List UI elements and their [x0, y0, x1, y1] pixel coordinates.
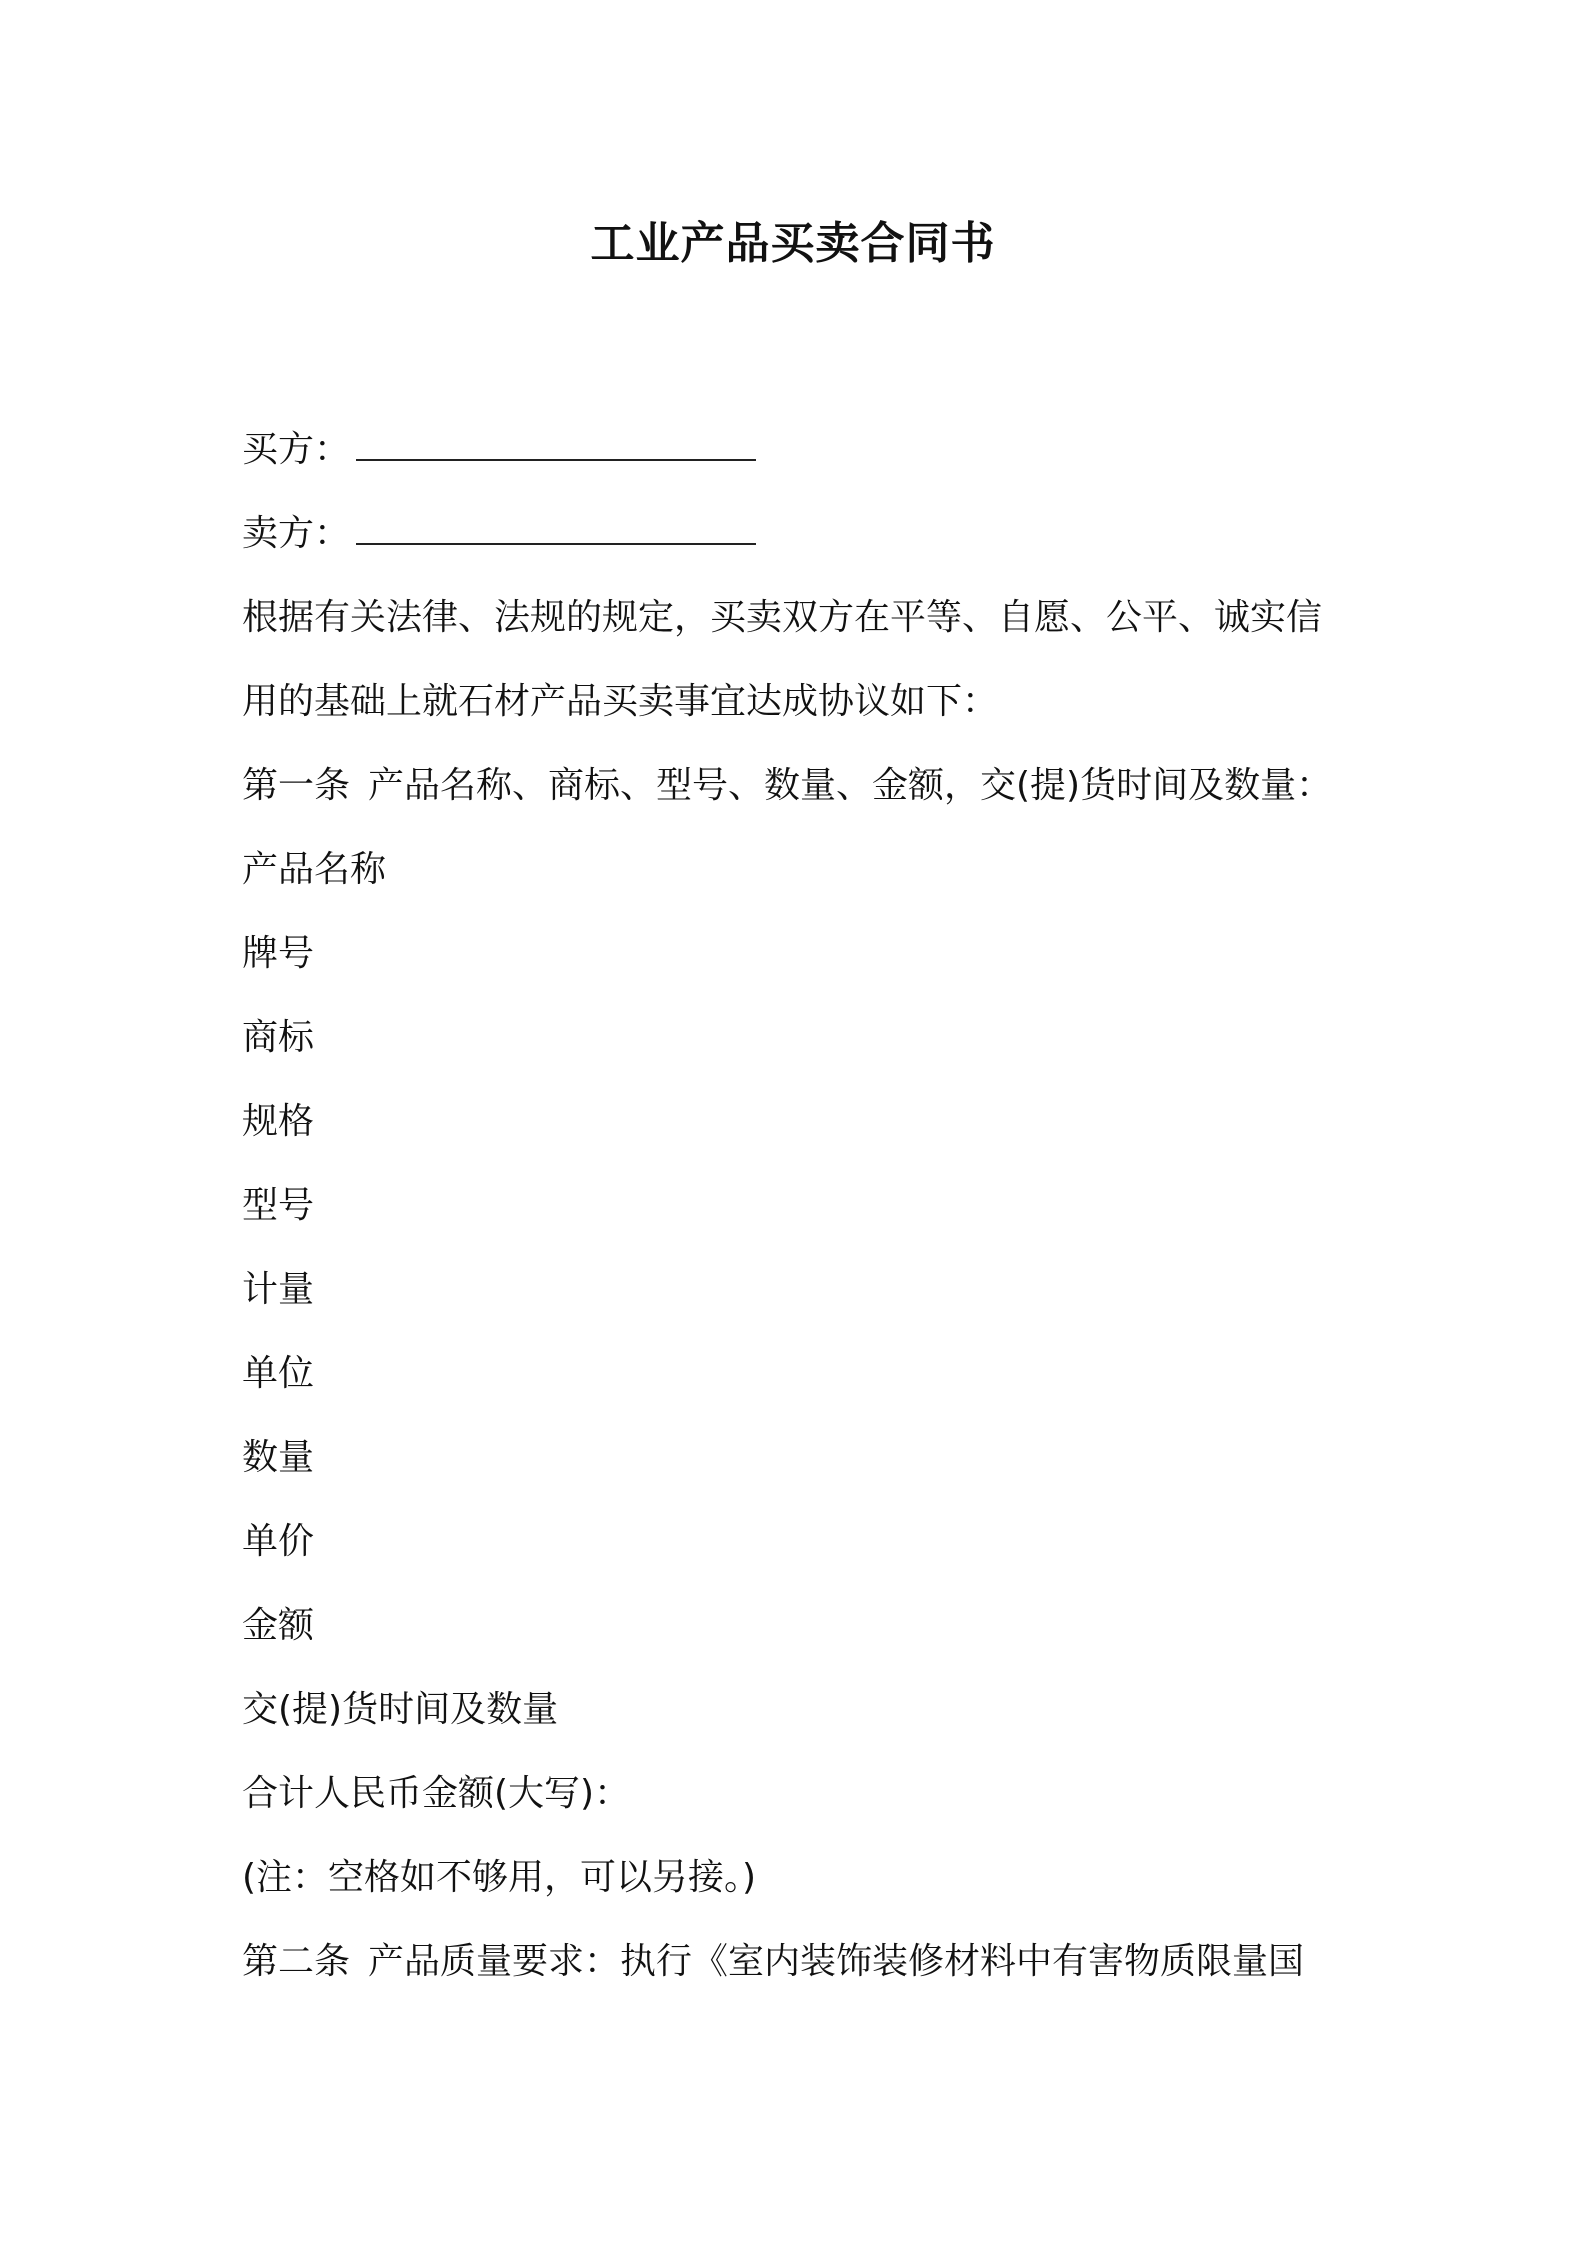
- field-product-name: 产品名称: [242, 849, 387, 890]
- preamble-line-2: 用的基础上就石材产品买卖事宜达成协议如下：: [242, 681, 999, 722]
- field-specification: 规格: [242, 1101, 315, 1142]
- field-measurement: 计量: [242, 1269, 315, 1310]
- article-2-heading: 第二条: [242, 1941, 351, 1982]
- seller-blank-field[interactable]: [356, 509, 756, 545]
- seller-line: [242, 492, 1352, 576]
- field-unit-price: 单价: [242, 1521, 315, 1562]
- buyer-label: 买方：: [242, 429, 351, 470]
- field-quantity: 数量: [242, 1437, 315, 1478]
- total-amount-label: 合计人民币金额(大写)：: [242, 1773, 631, 1814]
- field-unit: 单位: [242, 1353, 315, 1394]
- field-delivery-time: 交(提)货时间及数量: [242, 1689, 559, 1730]
- field-trademark: 商标: [242, 1017, 315, 1058]
- preamble-line-1: 根据有关法律、法规的规定，买卖双方在平等、自愿、公平、诚实信: [242, 597, 1323, 638]
- article-1: [242, 744, 1352, 828]
- field-amount: 金额: [242, 1605, 315, 1646]
- buyer-line: [242, 408, 1352, 492]
- document-body: [242, 408, 1352, 2004]
- document-title: 工业产品买卖合同书: [590, 218, 996, 269]
- article-1-text: 产品名称、商标、型号、数量、金额，交(提)货时间及数量：: [368, 765, 1333, 806]
- field-brand-number: 牌号: [242, 933, 315, 974]
- article-2-text: 产品质量要求：执行《室内装饰装修材料中有害物质限量国: [368, 1941, 1305, 1982]
- article-1-heading: 第一条: [242, 765, 351, 806]
- buyer-blank-field[interactable]: [356, 425, 756, 461]
- seller-label: 卖方：: [242, 513, 351, 554]
- field-model: 型号: [242, 1185, 315, 1226]
- note: (注：空格如不够用，可以另接。): [242, 1857, 757, 1898]
- article-2: [242, 1920, 1352, 2004]
